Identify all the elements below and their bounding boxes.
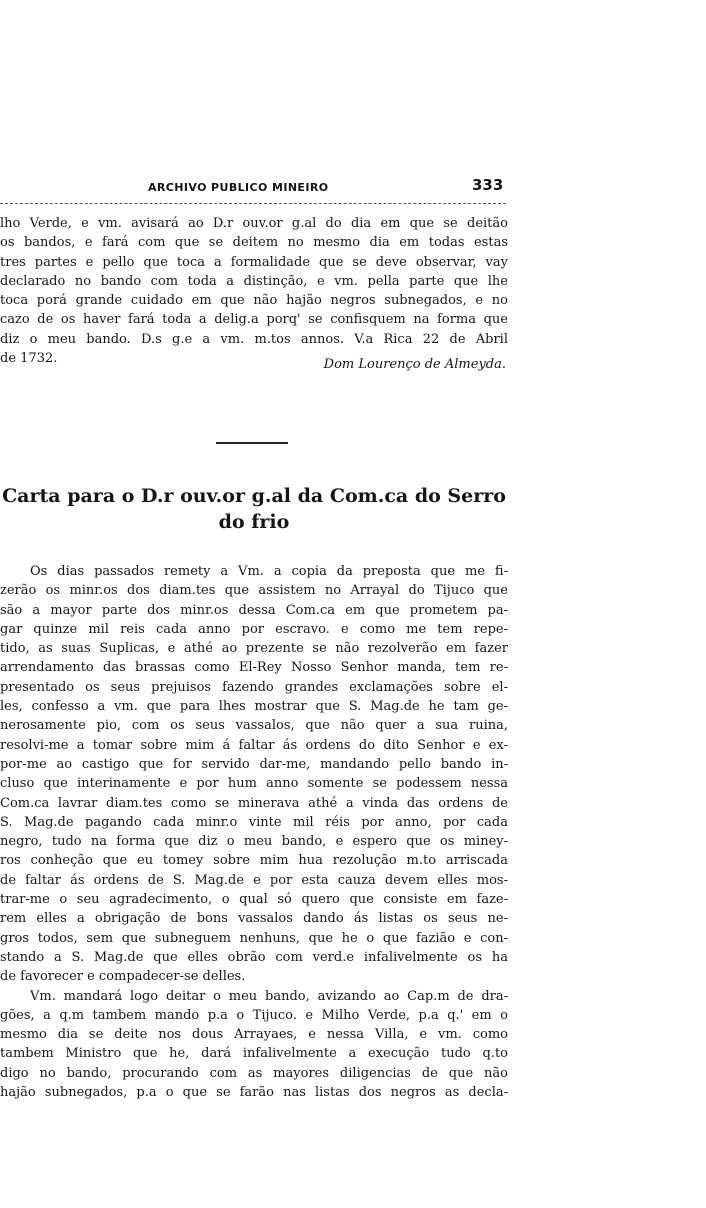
text-line: toca porá grande cuidado em que não hajão negros subnegados, e no xyxy=(0,293,508,309)
text-line: trar-me o seu agradecimento, o qual só quero que consiste em faze- xyxy=(0,892,508,908)
text-line: cazo de os haver fará toda a delig.a porq' se confisquem na forma que xyxy=(0,312,508,328)
text-line: negro, tudo na forma que diz o meu bando, e espero que os miney- xyxy=(0,834,508,850)
text-line: de faltar ás ordens de S. Mag.de e por esta cauza devem elles mos- xyxy=(0,872,508,888)
text-line: cluso que interinamente e por hum anno somente se podessem nessa xyxy=(0,776,508,792)
text-line: ros conheção que eu tomey sobre mim hua rezolução m.to arriscada xyxy=(0,853,508,869)
text-line: por-me ao castigo que for servido dar-me, mandando pello bando in- xyxy=(0,756,508,772)
text-line: Os dias passados remety a Vm. a copia da preposta que me fi- xyxy=(30,564,508,579)
section-divider xyxy=(216,442,288,444)
text-line: diz o meu bando. D.s g.e a vm. m.tos annos. V.a Rica 22 de Abril xyxy=(0,331,508,347)
text-line: de 1732. xyxy=(0,351,58,367)
text-line: les, confesso a vm. que para lhes mostrar que S. Mag.de he tam ge- xyxy=(0,699,508,715)
text-line: gões, a q.m tambem mando p.a o Tijuco. e Milho Verde, p.a q.' em o xyxy=(0,1007,508,1023)
text-line: stando a S. Mag.de que elles obrão com verd.e infalivelmente os ha xyxy=(0,949,508,965)
text-line: declarado no bando com toda a distinção, e vm. pella parte que lhe xyxy=(0,273,508,289)
heading-line: Carta para o D.r ouv.or g.al da Com.ca do Serro xyxy=(2,485,506,507)
text-line: tido, as suas Suplicas, e athé ao prezente se não rezolverão em fazer xyxy=(0,641,508,657)
text-line: lho Verde, e vm. avisará ao D.r ouv.or g.al do dia em que se deitão xyxy=(0,216,508,231)
text-line: mesmo dia se deite nos dous Arrayaes, e nessa Villa, e vm. como xyxy=(0,1027,508,1043)
text-line: Vm. mandará logo deitar o meu bando, avizando ao Cap.m de dra- xyxy=(30,988,508,1004)
text-line: são a mayor parte dos minr.os dessa Com.ca em que prometem pa- xyxy=(0,602,508,618)
text-line: os bandos, e fará com que se deitem no mesmo dia em todas estas xyxy=(0,235,508,251)
text-line: zerão os minr.os dos diam.tes que assistem no Arrayal do Tijuco que xyxy=(0,583,508,599)
heading-line: do frio xyxy=(218,511,290,533)
text-line: resolvi-me a tomar sobre mim á faltar ás ordens do dito Senhor e ex- xyxy=(0,737,508,753)
running-header-title: ARCHIVO PUBLICO MINEIRO xyxy=(148,181,329,194)
text-line: tambem Ministro que he, dará infalivelmente a execução tudo q.to xyxy=(0,1046,508,1062)
letter-body xyxy=(0,562,508,1102)
text-line: de favorecer e compadecer-se delles. xyxy=(0,969,246,985)
text-line: tres partes e pello que toca a formalidade que se deve observar, vay xyxy=(0,254,508,270)
page-number: 333 xyxy=(472,176,504,194)
text-line: gros todos, sem que subneguem nenhuns, que he o que fazião e con- xyxy=(0,930,508,946)
text-line: hajão subnegados, p.a o que se farão nas listas dos negros as decla- xyxy=(0,1085,508,1101)
signature: Dom Lourenço de Almeyda. xyxy=(323,357,506,372)
text-line: nerosamente pio, com os seus vassalos, que não quer a sua ruina, xyxy=(0,718,508,734)
continued-paragraph xyxy=(0,214,508,368)
text-line: S. Mag.de pagando cada minr.o vinte mil réis por anno, por cada xyxy=(0,814,508,830)
text-line: gar quinze mil reis cada anno por escravo. e como me tem repe- xyxy=(0,621,508,637)
letter-heading xyxy=(0,483,508,535)
text-line: rem elles a obrigação de bons vassalos dando ás listas os seus ne- xyxy=(0,911,508,927)
header-rule xyxy=(0,203,506,204)
text-line: digo no bando, procurando com as mayores diligencias de que não xyxy=(0,1065,508,1081)
text-line: presentado os seus prejuisos fazendo grandes exclamações sobre el- xyxy=(0,679,508,695)
text-line: Com.ca lavrar diam.tes como se minerava athé a vinda das ordens de xyxy=(0,795,508,811)
text-line: arrendamento das brassas como El-Rey Nosso Senhor manda, tem re- xyxy=(0,660,508,676)
